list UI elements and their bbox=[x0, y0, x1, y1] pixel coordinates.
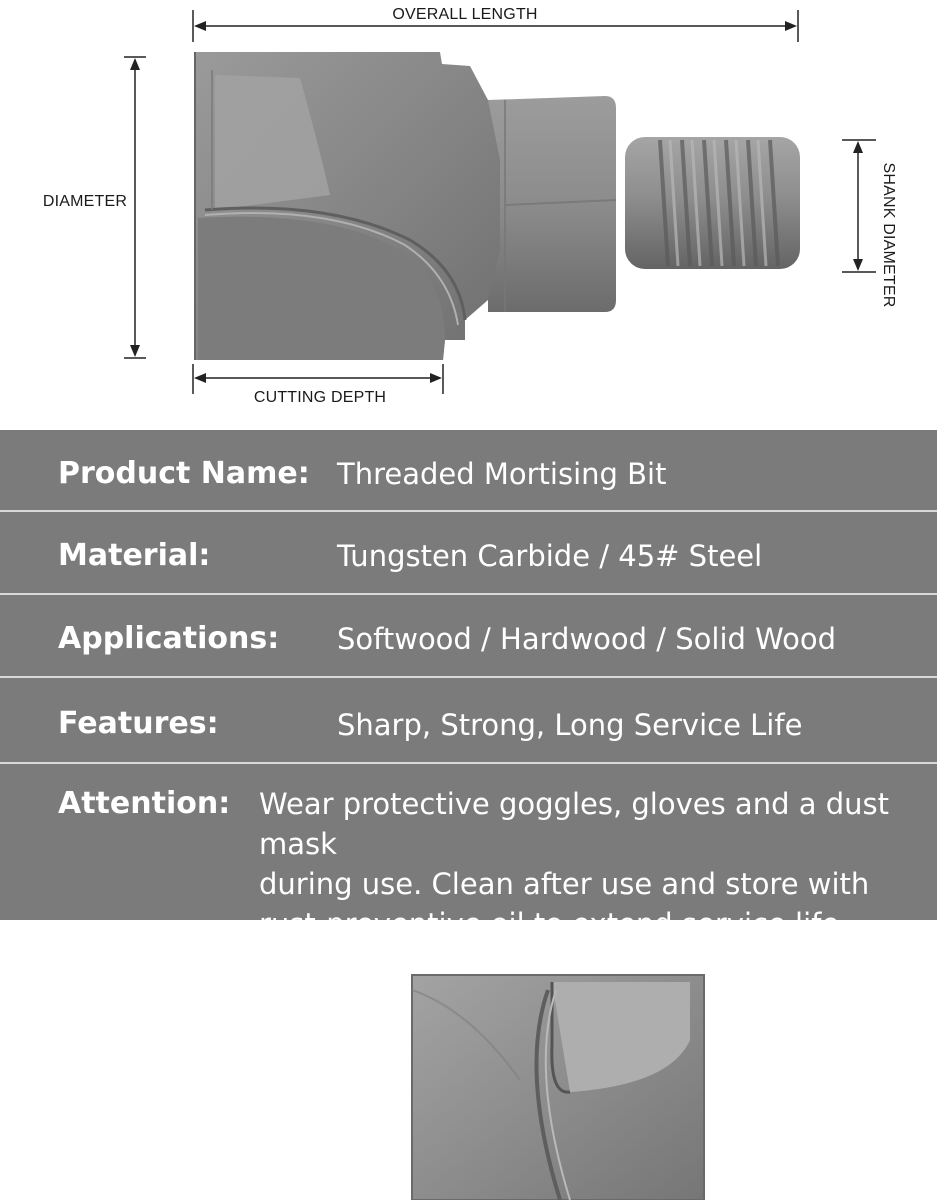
cutting-depth-label: CUTTING DEPTH bbox=[253, 389, 387, 406]
spec-row-features bbox=[0, 678, 937, 764]
spec-row-product-name bbox=[0, 430, 937, 512]
mortising-bit-illustration bbox=[195, 52, 800, 360]
spec-label: Material: bbox=[58, 538, 211, 573]
spec-value: Sharp, Strong, Long Service Life bbox=[337, 708, 803, 742]
spec-label: Product Name: bbox=[58, 456, 310, 491]
overall-length-label: OVERALL LENGTH bbox=[392, 6, 538, 23]
shank-diameter-dimension bbox=[842, 140, 876, 272]
spec-value: Tungsten Carbide / 45# Steel bbox=[337, 539, 763, 573]
diameter-label: DIAMETER bbox=[42, 193, 128, 210]
spec-row-applications bbox=[0, 595, 937, 678]
shank-diameter-label: SHANK DIAMETER bbox=[880, 162, 897, 308]
attention-line: during use. Clean after use and store with bbox=[259, 867, 870, 901]
spec-value: Softwood / Hardwood / Solid Wood bbox=[337, 622, 837, 656]
product-dimension-diagram bbox=[0, 0, 937, 430]
attention-line: Wear protective goggles, gloves and a dust mask bbox=[259, 787, 889, 861]
spec-row-material bbox=[0, 512, 937, 595]
attention-line: rust-preventive oil to extend service life. bbox=[259, 907, 849, 941]
diameter-dimension bbox=[124, 57, 146, 358]
spec-table bbox=[0, 430, 937, 941]
spec-value: Threaded Mortising Bit bbox=[337, 457, 667, 491]
attention-label: Attention: bbox=[58, 786, 231, 821]
spec-row-attention bbox=[0, 764, 937, 941]
bit-closeup-photo bbox=[0, 920, 937, 1200]
spec-label: Features: bbox=[58, 706, 219, 741]
spec-label: Applications: bbox=[58, 621, 280, 656]
